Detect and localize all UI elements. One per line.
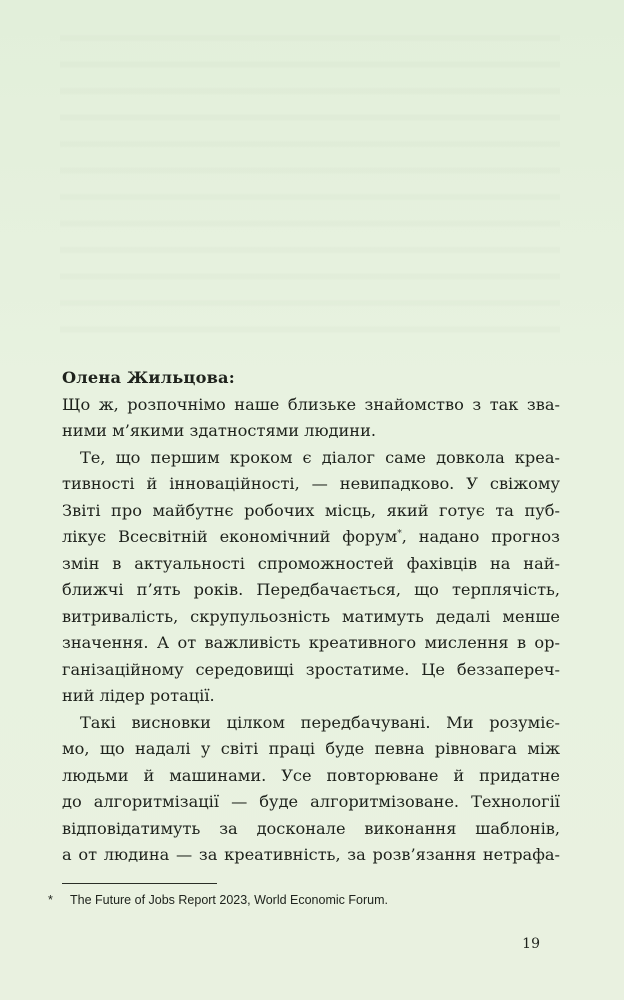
text-line: змін в актуальності спроможностей фахівців на най- bbox=[62, 553, 560, 573]
text-line: відповідатимуть за досконале виконання шаблонів, bbox=[62, 818, 560, 838]
speaker-name: Олена Жильцова: bbox=[62, 368, 235, 387]
paragraph-1 bbox=[62, 392, 560, 445]
text-line: значення. А от важливість креативного мислення в ор- bbox=[62, 633, 560, 652]
text-line-with-footnote bbox=[62, 524, 560, 551]
text-line: Такі висновки цілком передбачувані. Ми розуміє- bbox=[80, 712, 560, 732]
text-line: мо, що надалі у світі праці буде певна рівновага між bbox=[62, 739, 560, 758]
body-text bbox=[62, 365, 560, 869]
text-line: тивності й інноваційності, — невипадково. У свіжому bbox=[62, 474, 560, 493]
text-line: ближчі п’ять років. Передбачається, що терплячість, bbox=[62, 580, 560, 599]
text-fragment: лікує Всесвітній економічний форум bbox=[62, 527, 398, 546]
show-through-text bbox=[60, 20, 560, 350]
text-line: ганізаційному середовищі зростатиме. Це беззапереч- bbox=[62, 659, 560, 679]
text-line: ний лідер ротації. bbox=[62, 686, 215, 705]
text-line: Звіті про майбутнє робочих місць, який готує та пуб- bbox=[62, 500, 560, 520]
footnote-mark: * bbox=[48, 893, 53, 907]
text-line: Що ж, розпочнімо наше близьке знайомство з так зва- bbox=[62, 394, 560, 414]
text-line: а от людина — за креативність, за розв’язання нетрафа- bbox=[62, 845, 560, 864]
text-line: Те, що першим кроком є діалог саме довкола креа- bbox=[80, 447, 560, 467]
text-fragment: , надано прогноз bbox=[401, 527, 560, 546]
footnote-text: The Future of Jobs Report 2023, World Economic Forum. bbox=[70, 893, 388, 907]
text-line: витривалість, скрупульозність матимуть дедалі менше bbox=[62, 606, 560, 626]
text-line: до алгоритмізації — буде алгоритмізоване. Технології bbox=[62, 792, 560, 811]
footnote bbox=[48, 891, 568, 909]
paragraph-2 bbox=[62, 445, 560, 710]
page-number: 19 bbox=[522, 936, 540, 952]
text-line: ними м’якими здатностями людини. bbox=[62, 421, 377, 440]
footnote-reference: * bbox=[397, 529, 402, 539]
footnote-divider bbox=[62, 883, 217, 884]
text-line: людьми й машинами. Усе повторюване й придатне bbox=[62, 765, 560, 785]
paragraph-3 bbox=[62, 710, 560, 869]
